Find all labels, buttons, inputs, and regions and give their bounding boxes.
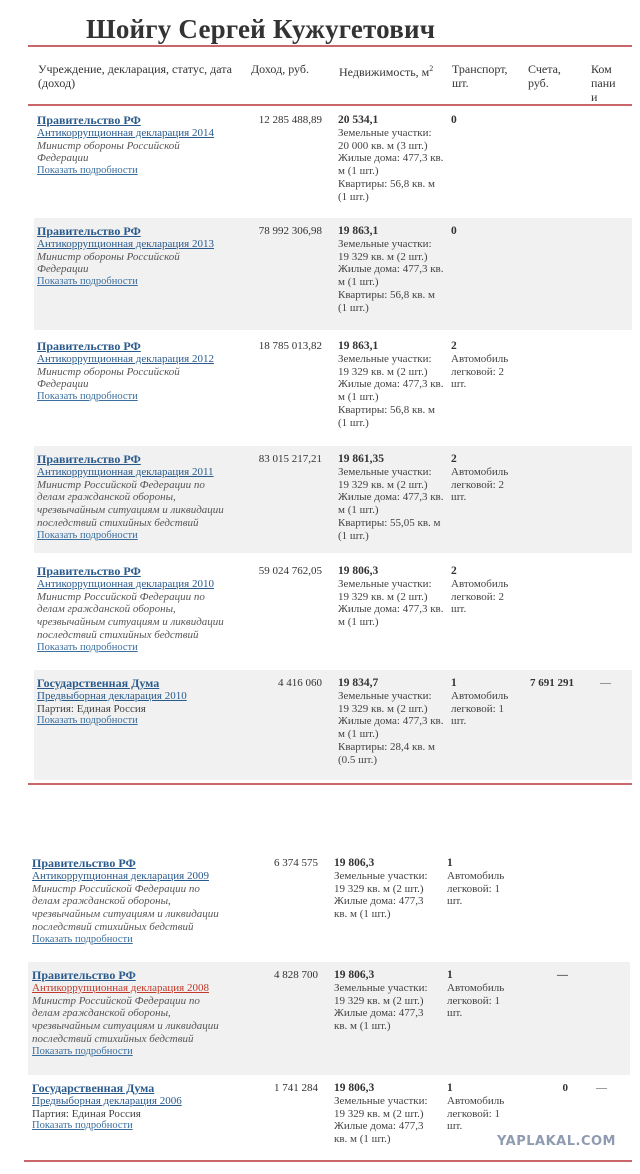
realty-total: 19 863,1 xyxy=(338,340,379,352)
income-cell: 6 374 575 xyxy=(274,857,318,869)
table-row xyxy=(34,446,632,553)
institution-cell xyxy=(37,114,233,178)
org-link[interactable]: Государственная Дума xyxy=(32,1081,155,1095)
section-end-rule xyxy=(28,783,632,785)
realty-cell xyxy=(338,677,444,767)
income-cell: 4 416 060 xyxy=(278,677,322,689)
realty-item: Жилые дома: 477,3 кв. м (1 шт.) xyxy=(334,1120,424,1146)
realty-total: 19 806,3 xyxy=(334,857,375,869)
header-realty-label: Недвижимость, м xyxy=(339,65,430,79)
org-link[interactable]: Правительство РФ xyxy=(32,856,136,870)
transport-cell xyxy=(451,225,517,238)
realty-item: Жилые дома: 477,3 кв. м (1 шт.) xyxy=(338,603,444,629)
realty-item: Земельные участки: 19 329 кв. м (2 шт.) xyxy=(334,869,428,895)
transport-cell xyxy=(451,453,517,504)
show-details-link[interactable]: Показать подробности xyxy=(32,1045,133,1057)
page-title: Шойгу Сергей Кужугетович xyxy=(86,14,436,44)
realty-item: Жилые дома: 477,3 кв. м (1 шт.) xyxy=(334,1007,424,1033)
realty-cell xyxy=(338,565,444,629)
declaration-link[interactable]: Антикоррупционная декларация 2010 xyxy=(37,577,214,590)
income-cell: 1 741 284 xyxy=(274,1082,318,1094)
transport-item: Автомобиль легковой: 1 шт. xyxy=(447,869,505,908)
institution-cell xyxy=(37,453,233,543)
table-row xyxy=(34,218,632,330)
transport-total: 2 xyxy=(451,340,457,352)
accounts-cell: 7 691 291 xyxy=(530,677,574,689)
realty-cell xyxy=(338,453,444,543)
declaration-link[interactable]: Антикоррупционная декларация 2012 xyxy=(37,352,214,365)
realty-item: Жилые дома: 477,3 кв. м (1 шт.) xyxy=(334,895,424,921)
declaration-link[interactable]: Предвыборная декларация 2006 xyxy=(32,1094,182,1107)
realty-total: 19 806,3 xyxy=(338,565,379,577)
show-details-link[interactable]: Показать подробности xyxy=(32,1120,133,1132)
realty-total: 19 861,35 xyxy=(338,453,384,465)
header-accounts: Счета, руб. xyxy=(528,62,561,90)
realty-item: Квартиры: 28,4 кв. м (0.5 шт.) xyxy=(338,740,436,766)
transport-item: Автомобиль легковой: 1 шт. xyxy=(447,1094,505,1133)
position-text: Министр обороны Российской Федерации xyxy=(37,365,180,391)
declaration-link[interactable]: Предвыборная декларация 2010 xyxy=(37,689,187,702)
realty-total: 19 834,7 xyxy=(338,677,379,689)
position-text: Министр обороны Российской Федерации xyxy=(37,250,180,276)
realty-total: 19 863,1 xyxy=(338,225,379,237)
party-text: Партия: Единая Россия xyxy=(32,1107,141,1120)
institution-cell xyxy=(37,225,233,289)
bottom-rule xyxy=(24,1160,632,1162)
declaration-link[interactable]: Антикоррупционная декларация 2014 xyxy=(37,126,214,139)
realty-item: Квартиры: 56,8 кв. м (1 шт.) xyxy=(338,288,436,314)
companies-cell: — xyxy=(596,1082,607,1094)
transport-item: Автомобиль легковой: 1 шт. xyxy=(447,981,505,1020)
org-link[interactable]: Государственная Дума xyxy=(37,676,160,690)
declaration-link[interactable]: Антикоррупционная декларация 2011 xyxy=(37,465,214,478)
realty-cell xyxy=(334,1082,438,1146)
realty-cell xyxy=(338,114,444,204)
institution-cell xyxy=(32,857,224,947)
institution-cell xyxy=(37,565,233,655)
table-row xyxy=(34,107,632,214)
realty-item: Жилые дома: 477,3 кв. м (1 шт.) xyxy=(338,715,444,741)
institution-cell xyxy=(37,677,233,728)
realty-item: Земельные участки: 19 329 кв. м (2 шт.) xyxy=(338,577,432,603)
realty-cell xyxy=(338,340,444,430)
transport-total: 0 xyxy=(451,225,457,237)
realty-total: 19 806,3 xyxy=(334,1082,375,1094)
table-row xyxy=(28,850,630,958)
transport-item: Автомобиль легковой: 1 шт. xyxy=(451,689,509,728)
declaration-link[interactable]: Антикоррупционная декларация 2013 xyxy=(37,237,214,250)
transport-cell xyxy=(451,340,517,391)
transport-cell xyxy=(451,114,517,127)
realty-item: Квартиры: 56,8 кв. м (1 шт.) xyxy=(338,177,436,203)
org-link[interactable]: Правительство РФ xyxy=(37,224,141,238)
income-cell: 83 015 217,21 xyxy=(258,453,322,465)
accounts-cell: 0 xyxy=(562,1082,568,1094)
income-cell: 18 785 013,82 xyxy=(258,340,322,352)
accounts-cell: — xyxy=(557,969,568,981)
transport-total: 1 xyxy=(447,857,453,869)
realty-item: Квартиры: 55,05 кв. м (1 шт.) xyxy=(338,516,441,542)
header-income: Доход, руб. xyxy=(251,62,309,76)
transport-total: 1 xyxy=(447,969,453,981)
show-details-link[interactable]: Показать подробности xyxy=(37,641,138,653)
title-rule xyxy=(28,45,632,47)
show-details-link[interactable]: Показать подробности xyxy=(37,276,138,288)
header-transport: Транспорт, шт. xyxy=(452,62,508,90)
table-row xyxy=(34,670,632,780)
realty-cell xyxy=(334,857,438,921)
transport-cell xyxy=(451,677,517,728)
position-text: Министр обороны Российской Федерации xyxy=(37,139,180,165)
realty-item: Жилые дома: 477,3 кв. м (1 шт.) xyxy=(338,491,444,517)
show-details-link[interactable]: Показать подробности xyxy=(37,391,138,403)
declaration-link[interactable]: Антикоррупционная декларация 2009 xyxy=(32,869,209,882)
show-details-link[interactable]: Показать подробности xyxy=(32,933,133,945)
show-details-link[interactable]: Показать подробности xyxy=(37,715,138,727)
realty-item: Земельные участки: 19 329 кв. м (2 шт.) xyxy=(334,981,428,1007)
realty-item: Жилые дома: 477,3 кв. м (1 шт.) xyxy=(338,152,444,178)
transport-cell xyxy=(447,969,511,1020)
companies-cell: — xyxy=(600,677,611,689)
transport-item: Автомобиль легковой: 2 шт. xyxy=(451,577,509,616)
party-text: Партия: Единая Россия xyxy=(37,702,146,715)
header-companies: Компании xyxy=(591,62,616,104)
table-row xyxy=(28,962,630,1075)
org-link[interactable]: Правительство РФ xyxy=(32,968,136,982)
transport-total: 0 xyxy=(451,114,457,126)
position-text: Министр Российской Федерации по делам гражданской обороны, чрезвычайным ситуациям и ликвидации последствий стихийных бедствий xyxy=(37,478,224,529)
header-realty xyxy=(339,62,439,79)
income-cell: 12 285 488,89 xyxy=(258,114,322,126)
transport-total: 1 xyxy=(447,1082,453,1094)
realty-item: Земельные участки: 20 000 кв. м (3 шт.) xyxy=(338,126,432,152)
show-details-link[interactable]: Показать подробности xyxy=(37,529,138,541)
realty-cell xyxy=(334,969,438,1033)
realty-item: Квартиры: 56,8 кв. м (1 шт.) xyxy=(338,403,436,429)
income-cell: 4 828 700 xyxy=(274,969,318,981)
transport-total: 2 xyxy=(451,453,457,465)
position-text: Министр Российской Федерации по делам гражданской обороны, чрезвычайным ситуациям и ликвидации последствий стихийных бедствий xyxy=(37,590,224,641)
institution-cell xyxy=(37,340,233,404)
realty-total: 20 534,1 xyxy=(338,114,379,126)
header-institution: Учреждение, декларация, статус, дата (доход) xyxy=(38,62,232,90)
watermark: YAPLAKAL.COM xyxy=(497,1134,616,1149)
realty-cell xyxy=(338,225,444,315)
org-link[interactable]: Правительство РФ xyxy=(37,339,141,353)
org-link[interactable]: Правительство РФ xyxy=(37,113,141,127)
realty-item: Жилые дома: 477,3 кв. м (1 шт.) xyxy=(338,378,444,404)
realty-item: Земельные участки: 19 329 кв. м (2 шт.) xyxy=(338,689,432,715)
transport-item: Автомобиль легковой: 2 шт. xyxy=(451,465,509,504)
declaration-link[interactable]: Антикоррупционная декларация 2008 xyxy=(32,981,209,994)
org-link[interactable]: Правительство РФ xyxy=(37,564,141,578)
transport-total: 2 xyxy=(451,565,457,577)
transport-cell xyxy=(447,1082,511,1133)
header-realty-sup: 2 xyxy=(429,64,434,73)
realty-total: 19 806,3 xyxy=(334,969,375,981)
transport-cell xyxy=(451,565,517,616)
realty-item: Земельные участки: 19 329 кв. м (2 шт.) xyxy=(338,465,432,491)
transport-item: Автомобиль легковой: 2 шт. xyxy=(451,352,509,391)
transport-total: 1 xyxy=(451,677,457,689)
institution-cell xyxy=(32,969,224,1059)
position-text: Министр Российской Федерации по делам гражданской обороны, чрезвычайным ситуациям и ликвидации последствий стихийных бедствий xyxy=(32,882,219,933)
institution-cell xyxy=(32,1082,224,1133)
transport-cell xyxy=(447,857,511,908)
show-details-link[interactable]: Показать подробности xyxy=(37,165,138,177)
position-text: Министр Российской Федерации по делам гражданской обороны, чрезвычайным ситуациям и ликвидации последствий стихийных бедствий xyxy=(32,994,219,1045)
realty-item: Земельные участки: 19 329 кв. м (2 шт.) xyxy=(338,237,432,263)
income-cell: 59 024 762,05 xyxy=(258,565,322,577)
table-row xyxy=(34,333,632,443)
realty-item: Жилые дома: 477,3 кв. м (1 шт.) xyxy=(338,263,444,289)
income-cell: 78 992 306,98 xyxy=(258,225,322,237)
org-link[interactable]: Правительство РФ xyxy=(37,452,141,466)
realty-item: Земельные участки: 19 329 кв. м (2 шт.) xyxy=(334,1094,428,1120)
table-row xyxy=(34,558,632,665)
header-rule xyxy=(28,104,632,106)
realty-item: Земельные участки: 19 329 кв. м (2 шт.) xyxy=(338,352,432,378)
